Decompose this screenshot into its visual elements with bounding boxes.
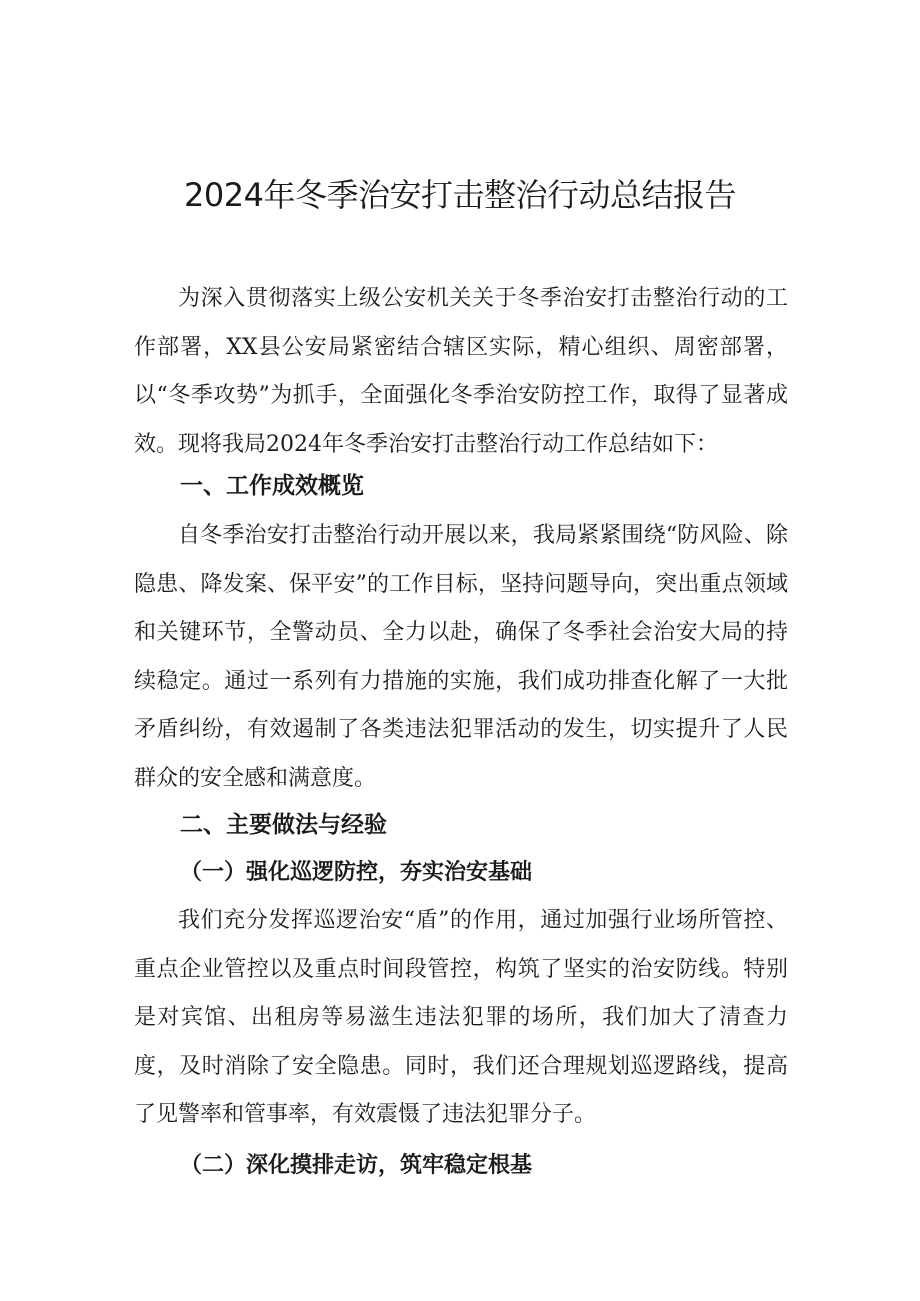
subsection-1-heading: （一）强化巡逻防控，夯实治安基础	[180, 859, 533, 885]
intro-paragraph: 为深入贯彻落实上级公安机关关于冬季治安打击整治行动的工作部署，XX县公安局紧密结合辖区实际，精心组织、周密部署，以“冬季攻势”为抓手，全面强化冬季治安防控工作，取得了显著成效。现将我局2024年冬季治安打击整治行动工作总结如下：	[134, 286, 788, 457]
subsection-2-heading: （二）深化摸排走访，筑牢稳定根基	[180, 1152, 533, 1178]
subsection-1-paragraph: 我们充分发挥巡逻治安“盾”的作用，通过加强行业场所管控、重点企业管控以及重点时间段管控，构筑了坚实的治安防线。特别是对宾馆、出租房等易滋生违法犯罪的场所，我们加大了清查力度，及时消除了安全隐患。同时，我们还合理规划巡逻路线，提高了见警率和管事率，有效震慑了违法犯罪分子。	[134, 908, 788, 1127]
section-1-heading: 一、工作成效概览	[180, 473, 364, 499]
document-title: 2024年冬季治安打击整治行动总结报告	[184, 176, 736, 214]
section-2-heading: 二、主要做法与经验	[180, 812, 387, 838]
section-1-paragraph: 自冬季治安打击整治行动开展以来，我局紧紧围绕“防风险、除隐患、降发案、保平安”的工作目标，坚持问题导向，突出重点领域和关键环节，全警动员、全力以赴，确保了冬季社会治安大局的持续稳定。通过一系列有力措施的实施，我们成功排查化解了一大批矛盾纠纷，有效遏制了各类违法犯罪活动的发生，切实提升了人民群众的安全感和满意度。	[134, 523, 788, 791]
